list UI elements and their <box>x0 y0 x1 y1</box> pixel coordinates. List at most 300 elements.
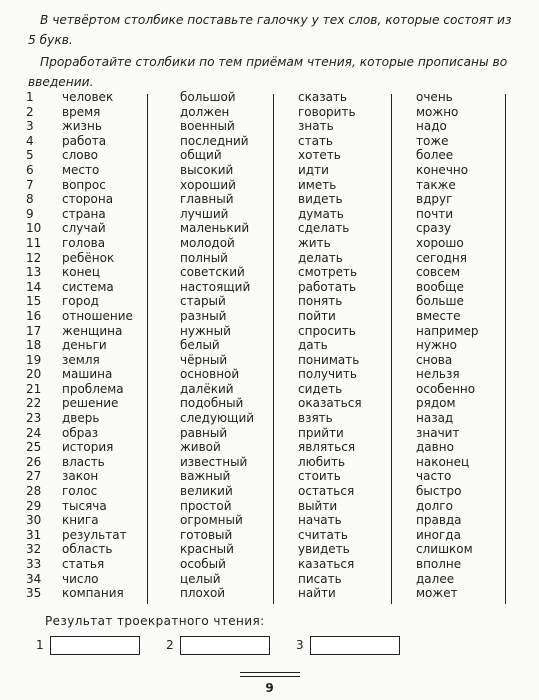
word-row <box>170 236 274 251</box>
word-row <box>288 455 392 470</box>
word-row <box>406 251 506 266</box>
word-row <box>288 353 392 368</box>
word-row <box>26 557 148 572</box>
word: видеть <box>298 192 343 207</box>
word: можно <box>416 104 459 119</box>
word: оказаться <box>298 396 362 411</box>
word-row <box>26 396 148 411</box>
word: важный <box>180 469 231 484</box>
word-row <box>406 557 506 572</box>
instructions <box>28 10 518 94</box>
row-number: 13 <box>26 265 42 280</box>
word-row <box>26 105 148 120</box>
word-row <box>288 426 392 441</box>
word-row <box>406 528 506 543</box>
word: говорить <box>298 104 356 119</box>
word-row <box>26 382 148 397</box>
word-row <box>406 178 506 193</box>
word-row <box>406 119 506 134</box>
word: отношение <box>62 308 133 323</box>
word: живой <box>180 440 221 455</box>
word-row <box>170 134 274 149</box>
word: страна <box>62 206 106 221</box>
word-row <box>170 542 274 557</box>
word-row <box>288 440 392 455</box>
word-row <box>26 469 148 484</box>
word: полный <box>180 250 228 265</box>
word: хорошо <box>416 235 464 250</box>
word: слишком <box>416 542 473 557</box>
word-row <box>288 499 392 514</box>
word-row <box>288 221 392 236</box>
word: главный <box>180 192 234 207</box>
word: настоящий <box>180 279 251 294</box>
word: пойти <box>298 308 336 323</box>
word-row <box>170 528 274 543</box>
word-row <box>26 572 148 587</box>
word-row <box>170 119 274 134</box>
word: писать <box>298 571 342 586</box>
word-row <box>170 455 274 470</box>
word: тоже <box>416 133 449 148</box>
column-nouns <box>26 90 148 604</box>
slot-number: 3 <box>296 638 304 652</box>
word-row <box>170 324 274 339</box>
word: увидеть <box>298 542 350 557</box>
word: вопрос <box>62 177 106 192</box>
word: жить <box>298 235 331 250</box>
row-number: 23 <box>26 411 42 426</box>
word: идти <box>298 162 329 177</box>
word: чёрный <box>180 352 228 367</box>
word: деньги <box>62 338 107 353</box>
word-row <box>288 528 392 543</box>
row-number: 18 <box>26 338 42 353</box>
word: сидеть <box>298 381 343 396</box>
divider-line <box>240 676 300 677</box>
word-row <box>406 148 506 163</box>
word-row <box>406 586 506 601</box>
word: понимать <box>298 352 360 367</box>
word: работать <box>298 279 357 294</box>
word: нужный <box>180 323 231 338</box>
word: разный <box>180 308 227 323</box>
word: сегодня <box>416 250 467 265</box>
row-number: 19 <box>26 352 42 367</box>
word: общий <box>180 148 222 163</box>
word: быстро <box>416 484 462 499</box>
word: прийти <box>298 425 344 440</box>
word: тысяча <box>62 498 107 513</box>
word-row <box>26 499 148 514</box>
word: история <box>62 440 114 455</box>
word: известный <box>180 454 248 469</box>
word: вообще <box>416 279 464 294</box>
word-row <box>26 192 148 207</box>
word: особый <box>180 557 226 571</box>
word-row <box>288 396 392 411</box>
word: остаться <box>298 484 355 499</box>
word: любить <box>298 454 346 469</box>
word-row <box>26 528 148 543</box>
word-row <box>26 90 148 105</box>
word-row <box>288 309 392 324</box>
row-number: 22 <box>26 396 42 411</box>
word-row <box>406 513 506 528</box>
word-row <box>288 572 392 587</box>
word-row <box>170 353 274 368</box>
word-row <box>288 338 392 353</box>
row-number: 28 <box>26 484 42 499</box>
word-row <box>406 280 506 295</box>
word: высокий <box>180 162 234 177</box>
word-row <box>170 265 274 280</box>
word: земля <box>62 352 100 367</box>
word-row <box>288 324 392 339</box>
word: военный <box>180 119 235 134</box>
word-row <box>170 572 274 587</box>
word-row <box>288 192 392 207</box>
word: плохой <box>180 586 226 601</box>
word: конечно <box>416 162 469 177</box>
word: книга <box>62 513 99 528</box>
word-row <box>288 119 392 134</box>
row-number: 12 <box>26 250 42 265</box>
word-row <box>406 411 506 426</box>
row-number: 8 <box>26 192 34 207</box>
word-row <box>288 367 392 382</box>
word: делать <box>298 250 343 265</box>
word-row <box>170 396 274 411</box>
row-number: 35 <box>26 586 42 601</box>
word-row <box>406 324 506 339</box>
word: власть <box>62 454 105 469</box>
word-row <box>288 294 392 309</box>
word-row <box>26 280 148 295</box>
word: например <box>416 323 479 338</box>
word-row <box>26 324 148 339</box>
word-row <box>26 411 148 426</box>
row-number: 21 <box>26 381 42 396</box>
word: машина <box>62 367 113 382</box>
word: далёкий <box>180 381 234 396</box>
word-row <box>26 221 148 236</box>
row-number: 33 <box>26 557 42 571</box>
row-number: 9 <box>26 206 34 221</box>
word-row <box>288 105 392 120</box>
word: дверь <box>62 411 100 426</box>
word-row <box>26 294 148 309</box>
word-row <box>288 542 392 557</box>
word-row <box>26 163 148 178</box>
word: более <box>416 148 454 163</box>
word: надо <box>416 119 447 134</box>
word-row <box>288 513 392 528</box>
word-row <box>170 105 274 120</box>
word: спросить <box>298 323 356 338</box>
word-row <box>26 309 148 324</box>
row-number: 32 <box>26 542 42 557</box>
word-row <box>170 280 274 295</box>
row-number: 27 <box>26 469 42 484</box>
word: маленький <box>180 221 250 236</box>
result-box-2[interactable] <box>180 636 270 655</box>
word-row <box>406 265 506 280</box>
word: считать <box>298 527 348 542</box>
word: вполне <box>416 557 462 571</box>
word-row <box>26 513 148 528</box>
word-row <box>406 426 506 441</box>
word-row <box>26 119 148 134</box>
word: слово <box>62 148 99 163</box>
word-row <box>406 572 506 587</box>
word-row <box>170 513 274 528</box>
word: правда <box>416 513 462 528</box>
word: следующий <box>180 411 255 426</box>
word-row <box>170 148 274 163</box>
word-row <box>406 469 506 484</box>
word-row <box>406 484 506 499</box>
word-row <box>26 440 148 455</box>
word: работа <box>62 133 107 148</box>
word: вместе <box>416 308 461 323</box>
row-number: 6 <box>26 162 34 177</box>
word-row <box>406 382 506 397</box>
word-row <box>406 90 506 105</box>
word: образ <box>62 425 99 440</box>
row-number: 30 <box>26 513 42 528</box>
word-row <box>26 134 148 149</box>
word-row <box>288 484 392 499</box>
word-row <box>406 134 506 149</box>
word-row <box>406 455 506 470</box>
slot-number: 2 <box>166 638 174 652</box>
word: время <box>62 104 101 119</box>
word: хотеть <box>298 148 341 163</box>
column-adjectives <box>170 90 274 604</box>
word-row <box>26 426 148 441</box>
row-number: 26 <box>26 454 42 469</box>
row-number: 20 <box>26 367 42 382</box>
word-row <box>406 294 506 309</box>
word: почти <box>416 206 454 221</box>
word-row <box>170 382 274 397</box>
row-number: 29 <box>26 498 42 513</box>
word: назад <box>416 411 454 426</box>
word-row <box>170 294 274 309</box>
word-row <box>288 236 392 251</box>
word: компания <box>62 586 124 601</box>
word-row <box>170 499 274 514</box>
word-row <box>406 105 506 120</box>
word: наконец <box>416 454 470 469</box>
word-row <box>170 426 274 441</box>
word: женщина <box>62 323 123 338</box>
word: решение <box>62 396 119 411</box>
word: сторона <box>62 192 114 207</box>
row-number: 31 <box>26 527 42 542</box>
word-row <box>26 586 148 601</box>
result-box-3[interactable] <box>310 636 400 655</box>
row-number: 5 <box>26 148 34 163</box>
word: большой <box>180 90 236 104</box>
word: начать <box>298 513 342 528</box>
word: последний <box>180 133 249 148</box>
word-row <box>288 90 392 105</box>
word-row <box>406 499 506 514</box>
word: результат <box>62 527 127 542</box>
word: взять <box>298 411 333 426</box>
word: дать <box>298 338 328 353</box>
word: жизнь <box>62 119 102 134</box>
row-number: 10 <box>26 221 42 236</box>
word: больше <box>416 294 464 309</box>
word: простой <box>180 498 232 513</box>
row-number: 11 <box>26 235 42 250</box>
word: иметь <box>298 177 337 192</box>
row-number: 25 <box>26 440 42 455</box>
word: советский <box>180 265 245 280</box>
word: белый <box>180 338 220 353</box>
word-row <box>406 163 506 178</box>
result-title: Результат троекратного чтения: <box>45 614 265 628</box>
word: готовый <box>180 527 233 542</box>
word: давно <box>416 440 454 455</box>
word-row <box>170 484 274 499</box>
word-row <box>406 309 506 324</box>
divider-line <box>240 672 300 673</box>
row-number: 15 <box>26 294 42 309</box>
slot-number: 1 <box>36 638 44 652</box>
word-row <box>170 163 274 178</box>
word: человек <box>62 90 114 104</box>
word: найти <box>298 586 336 601</box>
word-row <box>26 484 148 499</box>
row-number: 1 <box>26 90 34 104</box>
word: область <box>62 542 113 557</box>
word: может <box>416 586 458 601</box>
word-row <box>26 236 148 251</box>
word: знать <box>298 119 334 134</box>
word-row <box>288 411 392 426</box>
word: целый <box>180 571 221 586</box>
word-row <box>288 148 392 163</box>
word: сказать <box>298 90 347 104</box>
page-number: 9 <box>265 681 274 695</box>
word-row <box>406 440 506 455</box>
word: нужно <box>416 338 457 353</box>
word: значит <box>416 425 460 440</box>
word: закон <box>62 469 99 484</box>
word: думать <box>298 206 344 221</box>
word-row <box>288 557 392 572</box>
word-row <box>26 207 148 222</box>
instruction-1: В четвёртом столбике поставьте галочку у тех слов, которые состоят из 5 букв. <box>28 13 512 47</box>
word: проблема <box>62 381 124 396</box>
word: подобный <box>180 396 244 411</box>
word-row <box>170 440 274 455</box>
row-number: 3 <box>26 119 34 134</box>
word-row <box>288 382 392 397</box>
word: огромный <box>180 513 243 528</box>
word-row <box>170 586 274 601</box>
word: конец <box>62 265 100 280</box>
word: сразу <box>416 221 452 236</box>
word: смотреть <box>298 265 358 280</box>
word-row <box>26 251 148 266</box>
column-verbs <box>288 90 392 604</box>
word-row <box>288 280 392 295</box>
row-number: 17 <box>26 323 42 338</box>
word-row <box>170 178 274 193</box>
word: основной <box>180 367 240 382</box>
word-row <box>406 396 506 411</box>
word: случай <box>62 221 106 236</box>
word-row <box>406 236 506 251</box>
word: нельзя <box>416 367 460 382</box>
word: голос <box>62 484 98 499</box>
word-row <box>288 586 392 601</box>
row-number: 2 <box>26 104 34 119</box>
word-row <box>406 353 506 368</box>
word-columns <box>26 90 518 604</box>
result-box-1[interactable] <box>50 636 140 655</box>
row-number: 14 <box>26 279 42 294</box>
word: совсем <box>416 265 461 280</box>
word: рядом <box>416 396 456 411</box>
instruction-2: Проработайте столбики по тем приёмам чтения, которые прописаны во введении. <box>28 55 508 89</box>
word: статья <box>62 557 105 571</box>
word-row <box>288 134 392 149</box>
word-row <box>170 90 274 105</box>
word-row <box>170 192 274 207</box>
word: стоить <box>298 469 341 484</box>
word-row <box>170 469 274 484</box>
word-row <box>26 353 148 368</box>
row-number: 34 <box>26 571 42 586</box>
word-row <box>288 178 392 193</box>
row-number: 16 <box>26 308 42 323</box>
word: часто <box>416 469 452 484</box>
word-row <box>288 469 392 484</box>
column-adverbs <box>406 90 506 604</box>
word-row <box>406 542 506 557</box>
word: должен <box>180 104 230 119</box>
word: место <box>62 162 100 177</box>
word: лучший <box>180 206 229 221</box>
word-row <box>406 192 506 207</box>
row-number: 24 <box>26 425 42 440</box>
word: голова <box>62 235 106 250</box>
word: иногда <box>416 527 461 542</box>
word-row <box>26 265 148 280</box>
word: вдруг <box>416 192 453 207</box>
word: великий <box>180 484 233 499</box>
word: особенно <box>416 381 476 396</box>
word-row <box>170 221 274 236</box>
word: равный <box>180 425 228 440</box>
word-row <box>406 221 506 236</box>
word-row <box>26 338 148 353</box>
word-row <box>406 207 506 222</box>
word-row <box>170 207 274 222</box>
word-row <box>26 367 148 382</box>
word: снова <box>416 352 453 367</box>
word-row <box>170 251 274 266</box>
word: сделать <box>298 221 350 236</box>
word-row <box>26 178 148 193</box>
word: казаться <box>298 557 355 571</box>
